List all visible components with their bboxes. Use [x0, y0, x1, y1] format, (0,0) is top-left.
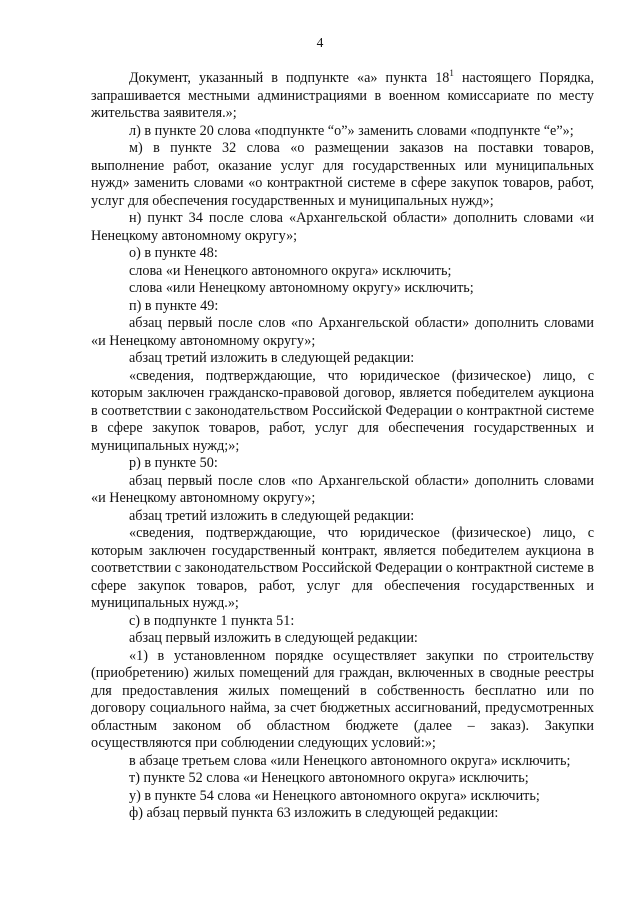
paragraph: м) в пункте 32 слова «о размещении заказов на поставки товаров, выполнение работ, оказание услуг для государственных или муниципальных нужд» заменить словами «о контрактной системе в сфере закупок товаров, работ, услуг для обеспечения государственных и муниципальных нужд»;: [91, 140, 594, 209]
paragraph: н) пункт 34 после слова «Архангельской области» дополнить словами «и Ненецкому автономному округу»;: [91, 210, 594, 244]
superscript: 1: [449, 68, 454, 78]
paragraph: у) в пункте 54 слова «и Ненецкого автономного округа» исключить;: [129, 787, 540, 804]
paragraph: «сведения, подтверждающие, что юридическое (физическое) лицо, с которым заключен гражданско-правовой договор, является победителем аукциона в соответствии с законодательством Российской Федерации о контрактной системе в сфере закупок товаров, работ, услуг для обеспечения государственных и муниципальных нужд;»;: [91, 367, 594, 454]
paragraph: о) в пункте 48:: [129, 245, 218, 261]
paragraph: п) в пункте 49:: [129, 297, 219, 314]
paragraph: с) в подпункте 1 пункта 51:: [129, 612, 295, 629]
paragraph: абзац первый после слов «по Архангельской области» дополнить словами «и Ненецкому автономному округу»;: [91, 472, 594, 506]
paragraph: ф) абзац первый пункта 63 изложить в следующей редакции:: [129, 805, 499, 821]
page-number: 4: [316, 35, 324, 50]
paragraph-0: [91, 70, 594, 123]
paragraph: абзац третий изложить в следующей редакции:: [129, 507, 415, 524]
paragraph: абзац первый изложить в следующей редакции:: [129, 630, 418, 646]
paragraph: слова «и Ненецкого автономного округа» исключить;: [129, 262, 452, 279]
paragraph-0-text-cont: настоящего Порядка, запрашивается местными администрациями в военном комиссариате по месту жительства заявителя.»;: [91, 70, 595, 121]
paragraph: т) пункте 52 слова «и Ненецкого автономного округа» исключить;: [129, 770, 529, 786]
document-body: [91, 70, 594, 823]
paragraph: абзац первый после слов «по Архангельской области» дополнить словами «и Ненецкому автономному округу»;: [91, 315, 594, 349]
paragraph: слова «или Ненецкому автономному округу» исключить;: [129, 280, 474, 296]
paragraph: в абзаце третьем слова «или Ненецкого автономного округа» исключить;: [129, 752, 571, 769]
paragraph: л) в пункте 20 слова «подпункте “о”» заменить словами «подпункте “е”»;: [129, 122, 574, 139]
paragraph: абзац третий изложить в следующей редакции:: [129, 350, 415, 366]
paragraph-0-text: Документ, указанный в подпункте «а» пункта 18: [129, 70, 450, 86]
paragraph: «сведения, подтверждающие, что юридическое (физическое) лицо, с которым заключен государственный контракт, является победителем аукциона в соответствии с законодательством Российской Федерации о контрактной системе в сфере закупок товаров, работ, услуг для обеспечения государственных и муниципальных нужд.»;: [91, 525, 594, 611]
paragraph: «1) в установленном порядке осуществляет закупки по строительству (приобретению) жилых помещений для граждан, включенных в сводные реестры для предоставления жилых помещений в собственность бесплатно или по договору социального найма, за счет бюджетных ассигнований, предусмотренных областным законом об областном бюджете (далее – заказ). Закупки осуществляются при соблюдении следующих условий:»;: [91, 647, 594, 751]
paragraph: р) в пункте 50:: [129, 455, 218, 471]
